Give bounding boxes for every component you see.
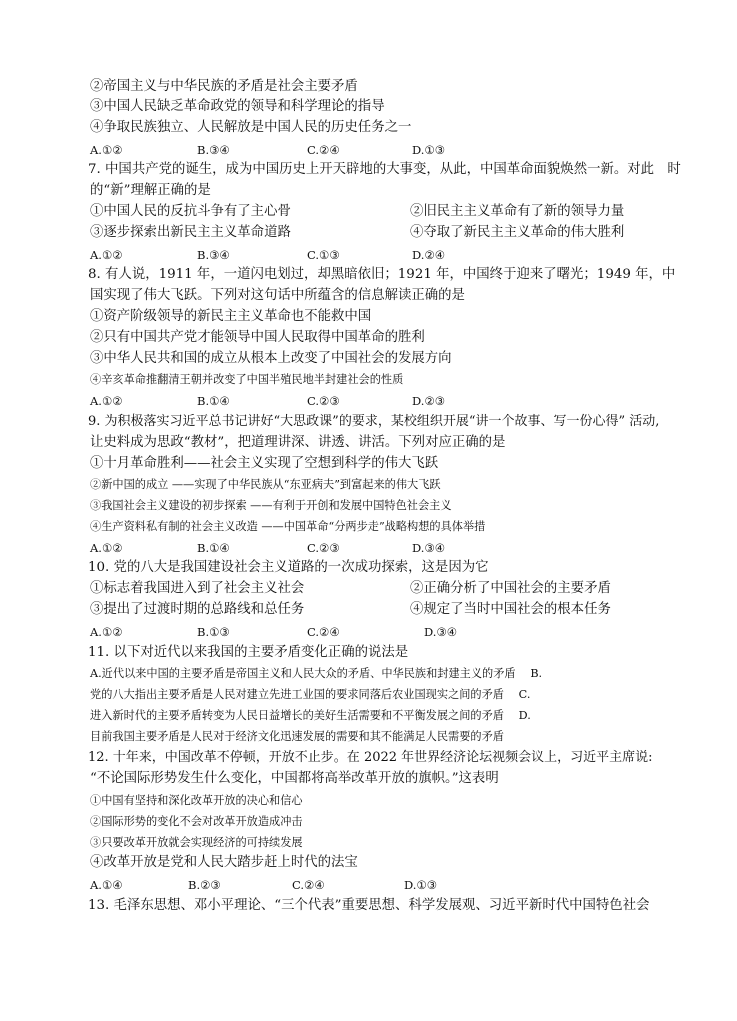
q10-stem: 10. 党的八大是我国建设社会主义道路的一次成功探索，这是因为它 [88, 560, 489, 575]
q11-line-3: 进入新时代的主要矛盾转变为人民日益增长的美好生活需要和不平衡发展之间的矛盾 D. [90, 709, 531, 722]
q10-item-2: ②正确分析了中国社会的主要矛盾 [410, 581, 611, 596]
q11-line-2: 党的八大指出主要矛盾是人民对建立先进工业国的要求同落后农业国现实之间的矛盾 C. [90, 688, 531, 701]
q8-stem-1: 8. 有人说，1911 年，一道闪电划过，却黑暗依旧；1921 年，中国终于迎来了曙光；1949 年，中 [88, 267, 676, 282]
q8-option-d: D.②③ [412, 394, 446, 408]
q8-item-1: ①资产阶级领导的新民主主义革命也不能救中国 [90, 309, 372, 324]
q6-option-c: C.②④ [307, 143, 340, 157]
q12-item-2: ②国际形势的变化不会对改革开放造成冲击 [90, 815, 303, 828]
q9-stem-2: 让史料成为思政“教材”，把道理讲深、讲透、讲活。下列对应正确的是 [90, 435, 506, 450]
q12-option-d: D.①③ [404, 878, 438, 892]
q9-option-c: C.②③ [307, 541, 340, 555]
q8-stem-2: 国实现了伟大飞跃。下列对这句话中所蕴含的信息解读正确的是 [90, 288, 465, 303]
q9-item-4: ④生产资料私有制的社会主义改造 ——中国革命“分两步走”战略构想的具体举措 [90, 520, 486, 533]
q6-item-2: ②帝国主义与中华民族的矛盾是社会主要矛盾 [90, 79, 358, 94]
q9-option-d: D.③④ [412, 541, 446, 555]
q12-item-4: ④改革开放是党和人民大踏步赶上时代的法宝 [90, 855, 358, 870]
q12-item-1: ①中国有坚持和深化改革开放的决心和信心 [90, 794, 303, 807]
q7-item-1: ①中国人民的反抗斗争有了主心骨 [90, 204, 291, 219]
q10-option-a: A.①② [90, 625, 123, 639]
q7-option-b: B.③④ [197, 248, 230, 262]
q11-stem: 11. 以下对近代以来我国的主要矛盾变化正确的说法是 [88, 645, 409, 660]
q7-option-c: C.①③ [307, 248, 340, 262]
q10-item-1: ①标志着我国进入到了社会主义社会 [90, 581, 305, 596]
q10-item-4: ④规定了当时中国社会的根本任务 [410, 602, 611, 617]
q7-stem-2: 的“新”理解正确的是 [90, 183, 211, 198]
q8-option-a: A.①② [90, 394, 123, 408]
q12-option-c: C.②④ [292, 878, 325, 892]
q6-item-4: ④争取民族独立、人民解放是中国人民的历史任务之一 [90, 120, 412, 135]
q7-item-4: ④夺取了新民主主义革命的伟大胜利 [410, 225, 625, 240]
q6-option-b: B.③④ [197, 143, 230, 157]
q7-stem-1: 7. 中国共产党的诞生，成为中国历史上开天辟地的大事变，从此，中国革命面貌焕然一新。对此 时 [88, 162, 681, 177]
q9-option-a: A.①② [90, 541, 123, 555]
q6-item-3: ③中国人民缺乏革命政党的领导和科学理论的指导 [90, 99, 385, 114]
q7-option-a: A.①② [90, 248, 123, 262]
q11-line-4: 目前我国主要矛盾是人民对于经济文化迅速发展的需要和其不能满足人民需要的矛盾 [90, 730, 504, 743]
q8-item-2: ②只有中国共产党才能领导中国人民取得中国革命的胜利 [90, 330, 425, 345]
q12-stem-1: 12. 十年来，中国改革不停顿，开放不止步。在 2022 年世界经济论坛视频会议上，习近平主席说: [88, 750, 653, 765]
q9-stem-1: 9. 为积极落实习近平总书记讲好“大思政课”的要求，某校组织开展“讲一个故事、写一份心得” 活动, [88, 414, 660, 429]
q7-item-2: ②旧民主主义革命有了新的领导力量 [410, 204, 625, 219]
q10-option-c: C.②④ [307, 625, 340, 639]
q10-item-3: ③提出了过渡时期的总路线和总任务 [90, 602, 305, 617]
q9-item-1: ①十月革命胜利——社会主义实现了空想到科学的伟大飞跃 [90, 456, 439, 471]
q9-item-3: ③我国社会主义建设的初步探索 ——有利于开创和发展中国特色社会主义 [90, 499, 452, 512]
q12-option-a: A.①④ [90, 878, 123, 892]
q8-item-4: ④辛亥革命推翻清王朝并改变了中国半殖民地半封建社会的性质 [90, 373, 404, 386]
q7-item-3: ③逐步探索出新民主主义革命道路 [90, 225, 291, 240]
q8-option-b: B.①④ [197, 394, 230, 408]
q10-option-b: B.①③ [197, 625, 230, 639]
q9-item-2: ②新中国的成立 ——实现了中华民族从“东亚病夫”到富起来的伟大飞跃 [90, 478, 441, 491]
q6-option-d: D.①③ [412, 143, 446, 157]
q8-item-3: ③中华人民共和国的成立从根本上改变了中国社会的发展方向 [90, 351, 452, 366]
q7-option-d: D.②④ [412, 248, 446, 262]
q6-option-a: A.①② [90, 143, 123, 157]
q12-stem-2: “不论国际形势发生什么变化，中国都将高举改革开放的旗帜。”这表明 [90, 771, 499, 786]
q8-option-c: C.②③ [307, 394, 340, 408]
q9-option-b: B.①④ [197, 541, 230, 555]
q13-stem: 13. 毛泽东思想、邓小平理论、“三个代表”重要思想、科学发展观、习近平新时代中国特色社会 [88, 898, 650, 913]
q11-line-1: A.近代以来中国的主要矛盾是帝国主义和人民大众的矛盾、中华民族和封建主义的矛盾 B. [90, 667, 543, 680]
q10-option-d: D.③④ [424, 625, 458, 639]
q12-option-b: B.②③ [188, 878, 221, 892]
q12-item-3: ③只要改革开放就会实现经济的可持续发展 [90, 836, 303, 849]
